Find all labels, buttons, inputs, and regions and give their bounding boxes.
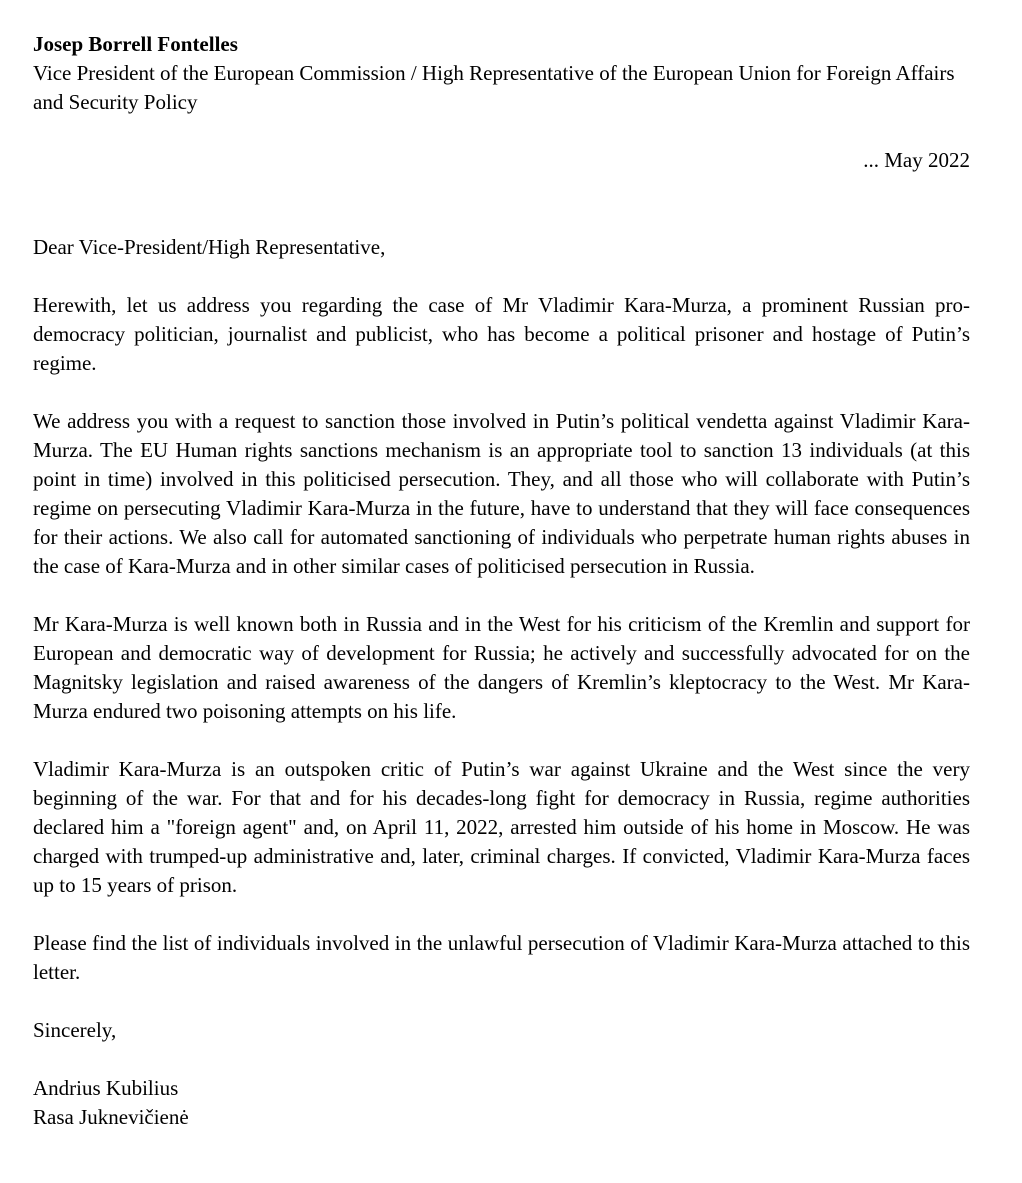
signatory-1: Andrius Kubilius xyxy=(33,1076,179,1100)
signatory-2: Rasa Juknevičienė xyxy=(33,1105,189,1129)
signature-block xyxy=(33,1074,970,1132)
paragraph-4: Vladimir Kara-Murza is an outspoken critic of Putin’s war against Ukraine and the West since the very beginning of the war. For that and for his decades-long fight for democracy in Russia, regime authorities declared him a "foreign agent" and, on April 11, 2022, arrested him outside of his home in Moscow. He was charged with trumped-up administrative and, later, criminal charges. If convicted, Vladimir Kara-Murza faces up to 15 years of prison. xyxy=(33,757,970,897)
closing: Sincerely, xyxy=(33,1018,117,1042)
paragraph-5: Please find the list of individuals involved in the unlawful persecution of Vladimir Kara-Murza attached to this letter. xyxy=(33,931,970,984)
recipient-block xyxy=(33,30,970,117)
letter-date: ... May 2022 xyxy=(863,148,970,172)
recipient-name: Josep Borrell Fontelles xyxy=(33,32,238,56)
recipient-title: Vice President of the European Commission / High Representative of the European Union for Foreign Affairs and Security Policy xyxy=(33,61,955,114)
paragraph-3: Mr Kara-Murza is well known both in Russia and in the West for his criticism of the Kremlin and support for European and democratic way of development for Russia; he actively and successfully advocated for on the Magnitsky legislation and raised awareness of the dangers of Kremlin’s kleptocracy to the West. Mr Kara-Murza endured two poisoning attempts on his life. xyxy=(33,612,970,723)
paragraph-1: Herewith, let us address you regarding the case of Mr Vladimir Kara-Murza, a prominent Russian pro-democracy politician, journalist and publicist, who has become a political prisoner and hostage of Putin’s regime. xyxy=(33,293,970,375)
salutation: Dear Vice-President/High Representative, xyxy=(33,235,386,259)
paragraph-2: We address you with a request to sanction those involved in Putin’s political vendetta against Vladimir Kara-Murza. The EU Human rights sanctions mechanism is an appropriate tool to sanction 13 individuals (at this point in time) involved in this politicised persecution. They, and all those who will collaborate with Putin’s regime on persecuting Vladimir Kara-Murza in the future, have to understand that they will face consequences for their actions. We also call for automated sanctioning of individuals who perpetrate human rights abuses in the case of Kara-Murza and in other similar cases of politicised persecution in Russia. xyxy=(33,409,970,578)
